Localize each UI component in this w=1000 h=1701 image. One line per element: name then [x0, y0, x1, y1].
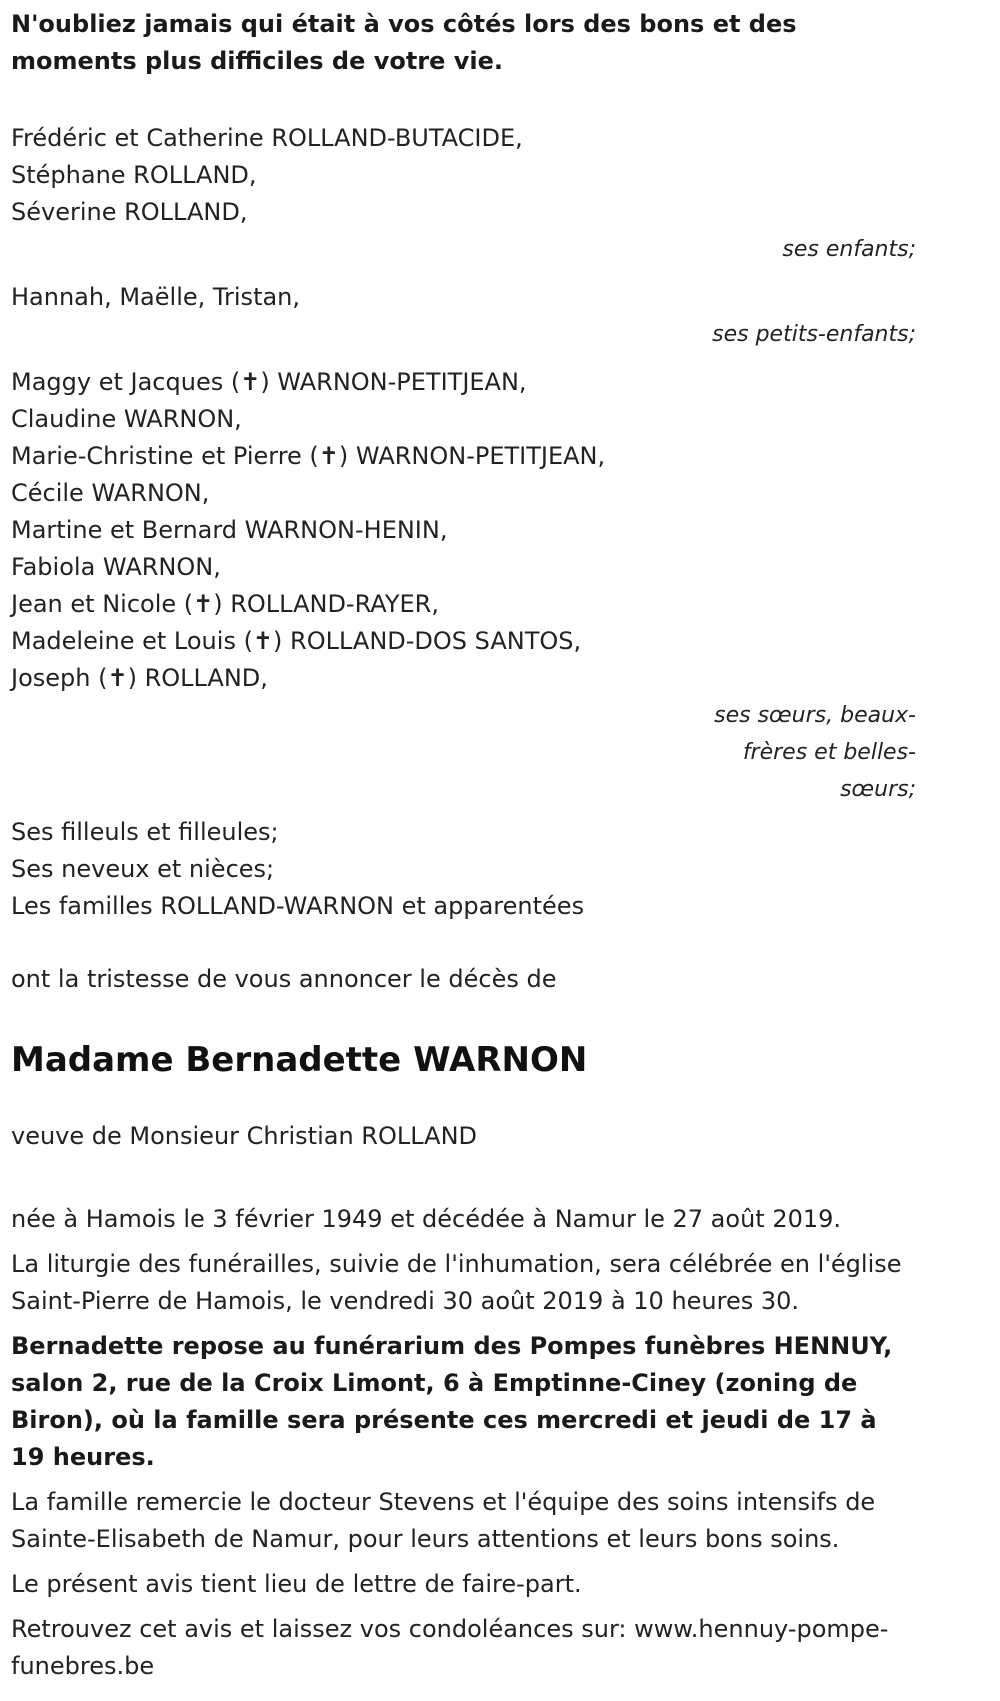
- siblings-group: [11, 364, 916, 808]
- obituary-notice: [11, 6, 916, 1685]
- children-names: [11, 120, 916, 231]
- liturgy-paragraph: La liturgie des funérailles, suivie de l'inhumation, sera célébrée en l'église Saint-Pierre de Hamois, le vendredi 30 août 2019 à 10 heures 30.: [11, 1250, 902, 1315]
- birth-death-paragraph: née à Hamois le 3 février 1949 et décédée à Namur le 27 août 2019.: [11, 1205, 842, 1233]
- motto: N'oubliez jamais qui était à vos côtés lors des bons et des moments plus difficiles de votre vie.: [11, 10, 797, 75]
- children-group: [11, 120, 916, 268]
- name-line: Fabiola WARNON,: [11, 553, 221, 581]
- siblings-names: [11, 364, 916, 697]
- name-line: Marie-Christine et Pierre (✝) WARNON-PETITJEAN,: [11, 442, 606, 470]
- condolences-paragraph: Retrouvez cet avis et laissez vos condoléances sur: www.hennuy-pompe-funebres.be: [11, 1615, 889, 1680]
- spouse-line: veuve de Monsieur Christian ROLLAND: [11, 1122, 477, 1150]
- thanks-paragraph: La famille remercie le docteur Stevens et l'équipe des soins intensifs de Sainte-Elisabeth de Namur, pour leurs attentions et leurs bons soins.: [11, 1488, 876, 1553]
- announcement: ont la tristesse de vous annoncer le décès de: [11, 965, 557, 993]
- visitation-paragraph: Bernadette repose au funérarium des Pompes funèbres HENNUY, salon 2, rue de la Croix Limont, 6 à Emptinne-Ciney (zoning de Biron), où la famille sera présente ces mercredi et jeudi de 17 à 19 heures.: [11, 1332, 893, 1471]
- name-line: Hannah, Maëlle, Tristan,: [11, 283, 301, 311]
- relative-line: Ses neveux et nièces;: [11, 855, 275, 883]
- children-relation: ses enfants;: [782, 237, 916, 262]
- grandchildren-names: [11, 279, 916, 316]
- notice-paragraph: Le présent avis tient lieu de lettre de faire-part.: [11, 1570, 582, 1598]
- relative-line: Ses filleuls et filleules;: [11, 818, 279, 846]
- name-line: Séverine ROLLAND,: [11, 198, 248, 226]
- name-line: Stéphane ROLLAND,: [11, 161, 257, 189]
- name-line: Frédéric et Catherine ROLLAND-BUTACIDE,: [11, 124, 523, 152]
- other-relatives: [11, 814, 916, 925]
- grandchildren-relation: ses petits-enfants;: [712, 322, 916, 347]
- name-line: Maggy et Jacques (✝) WARNON-PETITJEAN,: [11, 368, 527, 396]
- relative-line: Les familles ROLLAND-WARNON et apparentées: [11, 892, 585, 920]
- name-line: Cécile WARNON,: [11, 479, 210, 507]
- grandchildren-group: [11, 279, 916, 353]
- siblings-relation: ses sœurs, beaux-frères et belles-sœurs;: [714, 703, 916, 802]
- deceased-name: Madame Bernadette WARNON: [11, 1040, 588, 1080]
- name-line: Joseph (✝) ROLLAND,: [11, 664, 268, 692]
- name-line: Claudine WARNON,: [11, 405, 242, 433]
- name-line: Madeleine et Louis (✝) ROLLAND-DOS SANTOS,: [11, 627, 582, 655]
- name-line: Martine et Bernard WARNON-HENIN,: [11, 516, 448, 544]
- name-line: Jean et Nicole (✝) ROLLAND-RAYER,: [11, 590, 439, 618]
